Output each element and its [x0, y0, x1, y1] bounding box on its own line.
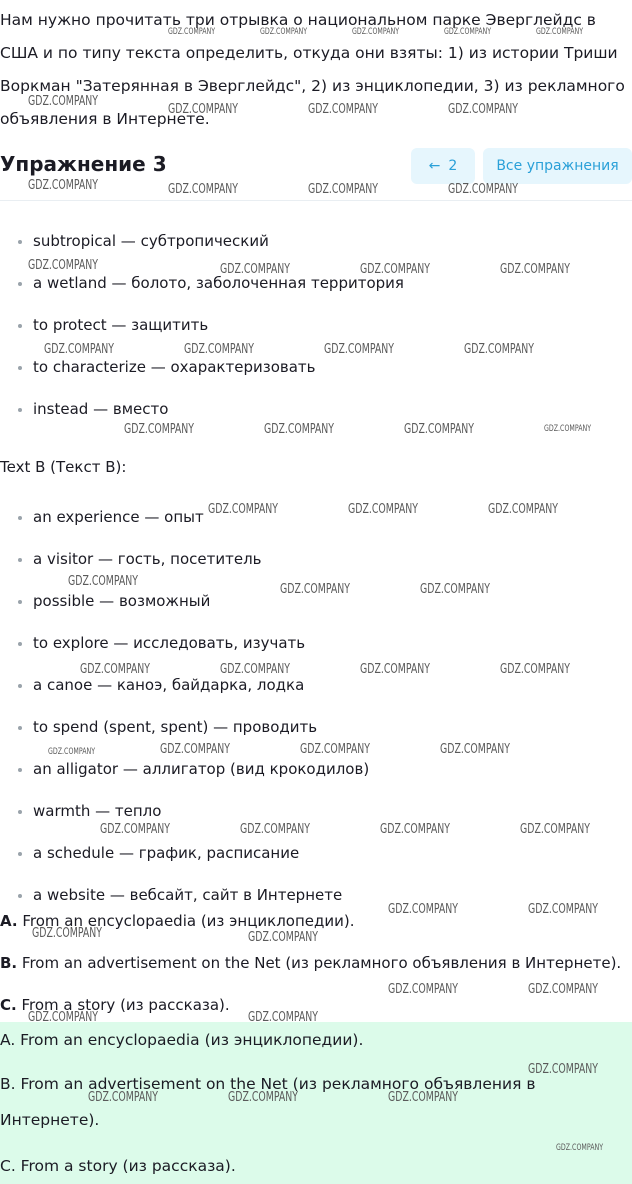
watermark: GDZ.COMPANY — [44, 342, 114, 357]
watermark: GDZ.COMPANY — [168, 182, 238, 197]
arrow-left-icon: ← — [428, 158, 441, 174]
watermark: GDZ.COMPANY — [488, 502, 558, 517]
watermark: GDZ.COMPANY — [556, 1143, 604, 1153]
answers-list — [0, 900, 632, 1026]
watermark: GDZ.COMPANY — [448, 102, 518, 117]
watermark: GDZ.COMPANY — [32, 926, 102, 941]
watermark: GDZ.COMPANY — [184, 342, 254, 357]
text-b-heading: Text B (Текст B): — [0, 458, 127, 476]
watermark: GDZ.COMPANY — [500, 262, 570, 277]
watermark: GDZ.COMPANY — [464, 342, 534, 357]
answer-box-line: C. From a story (из рассказа). — [0, 1157, 236, 1175]
intro-text: Нам нужно прочитать три отрывка о национальном парке Эверглейдс в США и по типу текста определить, откуда они взяты: 1) из истории Триши Воркман "Затерянная в Эверглейдс", 2) из энциклопедии, 3) из рекламного объявления в Интернете. — [0, 11, 625, 128]
watermark: GDZ.COMPANY — [388, 902, 458, 917]
list-item: to protect — защитить — [18, 304, 404, 346]
watermark: GDZ.COMPANY — [388, 1090, 458, 1105]
watermark: GDZ.COMPANY — [440, 742, 510, 757]
list-item: a website — вебсайт, сайт в Интернете — [18, 874, 369, 916]
watermark: GDZ.COMPANY — [528, 1062, 598, 1077]
list-item: a wetland — болото, заболоченная территория — [18, 262, 404, 304]
list-item: to explore — исследовать, изучать — [18, 622, 369, 664]
answer-letter: C. — [0, 996, 17, 1014]
watermark: GDZ.COMPANY — [360, 662, 430, 677]
watermark: GDZ.COMPANY — [28, 258, 98, 273]
list-item: instead — вместо — [18, 388, 404, 430]
watermark: GDZ.COMPANY — [528, 982, 598, 997]
watermark: GDZ.COMPANY — [48, 747, 96, 757]
list-item: to characterize — охарактеризовать — [18, 346, 404, 388]
watermark: GDZ.COMPANY — [220, 262, 290, 277]
watermark: GDZ.COMPANY — [160, 742, 230, 757]
all-exercises-button[interactable]: Все упражнения — [483, 148, 632, 184]
answer-item — [0, 942, 632, 984]
watermark: GDZ.COMPANY — [260, 27, 308, 37]
list-item: an experience — опыт — [18, 496, 369, 538]
list-item: possible — возможный — [18, 580, 369, 622]
watermark: GDZ.COMPANY — [220, 662, 290, 677]
watermark: GDZ.COMPANY — [240, 822, 310, 837]
list-item: an alligator — аллигатор (вид крокодилов) — [18, 748, 369, 790]
watermark: GDZ.COMPANY — [324, 342, 394, 357]
watermark: GDZ.COMPANY — [420, 582, 490, 597]
vocabulary-list-a — [18, 220, 404, 430]
watermark: GDZ.COMPANY — [168, 102, 238, 117]
watermark: GDZ.COMPANY — [124, 422, 194, 437]
divider — [0, 200, 632, 201]
list-item: subtropical — субтропический — [18, 220, 404, 262]
watermark: GDZ.COMPANY — [208, 502, 278, 517]
watermark: GDZ.COMPANY — [264, 422, 334, 437]
watermark: GDZ.COMPANY — [28, 178, 98, 193]
watermark: GDZ.COMPANY — [308, 182, 378, 197]
watermark: GDZ.COMPANY — [360, 262, 430, 277]
watermark: GDZ.COMPANY — [248, 1010, 318, 1025]
watermark: GDZ.COMPANY — [168, 27, 216, 37]
watermark: GDZ.COMPANY — [448, 182, 518, 197]
watermark: GDZ.COMPANY — [544, 424, 592, 434]
watermark: GDZ.COMPANY — [308, 102, 378, 117]
watermark: GDZ.COMPANY — [528, 902, 598, 917]
watermark: GDZ.COMPANY — [444, 27, 492, 37]
answer-box-line: A. From an encyclopaedia (из энциклопедии). — [0, 1031, 364, 1049]
watermark: GDZ.COMPANY — [380, 822, 450, 837]
watermark: GDZ.COMPANY — [28, 1010, 98, 1025]
watermark: GDZ.COMPANY — [388, 982, 458, 997]
answer-box-line: B. From an advertisement on the Net (из рекламного объявления в Интернете). — [0, 1075, 536, 1129]
vocabulary-list-b — [18, 496, 369, 916]
previous-exercise-label: 2 — [448, 158, 458, 174]
page-title: Упражнение 3 — [0, 152, 167, 176]
watermark: GDZ.COMPANY — [28, 94, 98, 109]
watermark: GDZ.COMPANY — [248, 930, 318, 945]
watermark: GDZ.COMPANY — [80, 662, 150, 677]
watermark: GDZ.COMPANY — [404, 422, 474, 437]
watermark: GDZ.COMPANY — [352, 27, 400, 37]
list-item: a visitor — гость, посетитель — [18, 538, 369, 580]
answer-text: From a story (из рассказа). — [21, 996, 230, 1014]
watermark: GDZ.COMPANY — [500, 662, 570, 677]
watermark: GDZ.COMPANY — [300, 742, 370, 757]
watermark: GDZ.COMPANY — [520, 822, 590, 837]
answer-letter: A. — [0, 912, 18, 930]
answer-text: From an advertisement on the Net (из рекламного объявления в Интернете). — [21, 954, 622, 972]
watermark: GDZ.COMPANY — [536, 27, 584, 37]
list-item: a canoe — каноэ, байдарка, лодка — [18, 664, 369, 706]
watermark: GDZ.COMPANY — [68, 574, 138, 589]
watermark: GDZ.COMPANY — [280, 582, 350, 597]
previous-exercise-button[interactable] — [411, 148, 475, 184]
list-item: to spend (spent, spent) — проводить — [18, 706, 369, 748]
watermark: GDZ.COMPANY — [348, 502, 418, 517]
list-item: a schedule — график, расписание — [18, 832, 369, 874]
watermark: GDZ.COMPANY — [88, 1090, 158, 1105]
watermark: GDZ.COMPANY — [100, 822, 170, 837]
list-item: warmth — тепло — [18, 790, 369, 832]
answer-letter: B. — [0, 954, 18, 972]
watermark: GDZ.COMPANY — [228, 1090, 298, 1105]
answer-text: From an encyclopaedia (из энциклопедии). — [22, 912, 355, 930]
